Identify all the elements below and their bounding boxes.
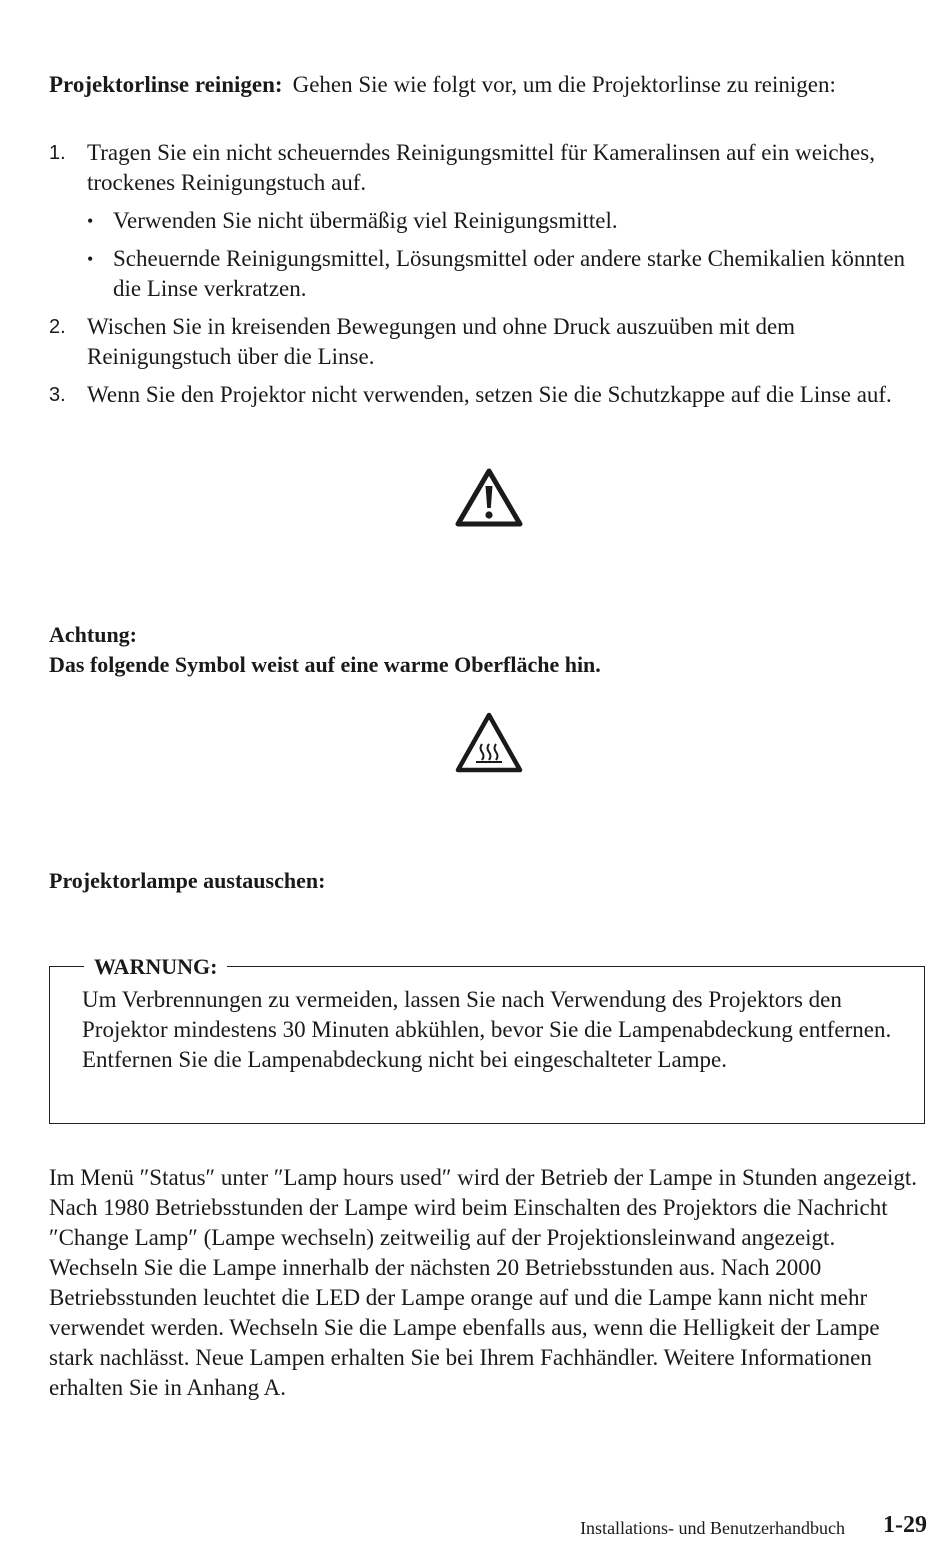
bullet-icon: • <box>87 211 94 231</box>
bullet-item <box>87 244 927 304</box>
bullet-icon: • <box>87 249 94 269</box>
page-footer <box>49 1512 927 1544</box>
bullet-item <box>87 206 927 236</box>
intro-lead: Projektorlinse reinigen: <box>49 72 283 97</box>
step-text: Wenn Sie den Projektor nicht verwenden, setzen Sie die Schutzkappe auf die Linse auf. <box>87 382 892 407</box>
lamp-heading: Projektorlampe austauschen: <box>49 868 326 893</box>
attention-label: Achtung: <box>49 622 138 647</box>
attention-block <box>49 620 927 680</box>
bullet-text: Verwenden Sie nicht übermäßig viel Reinigungsmittel. <box>113 208 618 233</box>
page-number: 1-29 <box>883 1512 927 1538</box>
lamp-body-paragraph: Im Menü ″Status″ unter ″Lamp hours used″ wird der Betrieb der Lampe in Stunden angezeigt. Nach 1980 Betriebsstunden der Lampe wird beim Einschalten des Projektors die Nachricht ″Change Lamp″ (Lampe wechseln) zeitweilig auf der Projektionsleinwand angezeigt. Wechseln Sie die Lampe innerhalb der nächsten 20 Betriebsstunden aus. Nach 2000 Betriebsstunden leuchtet die LED der Lampe orange auf und die Lampe kann nicht mehr verwendet werden. Wechseln Sie die Lampe ebenfalls aus, wenn die Helligkeit der Lampe stark nachlässt. Neue Lampen erhalten Sie bei Ihrem Fachhändler. Weitere Informationen erhalten Sie in Anhang A. <box>49 1165 918 1400</box>
footer-book-title: Installations- und Benutzerhandbuch <box>580 1518 845 1538</box>
intro-text: Gehen Sie wie folgt vor, um die Projektorlinse zu reinigen: <box>292 72 836 97</box>
step-1 <box>49 138 927 304</box>
step-2 <box>49 312 927 372</box>
step-number: 1. <box>49 142 66 164</box>
attention-text: Das folgende Symbol weist auf eine warme Oberfläche hin. <box>49 652 601 677</box>
hot-surface-icon <box>449 710 529 780</box>
step-number: 3. <box>49 384 66 406</box>
intro-paragraph <box>49 70 927 100</box>
warning-title: WARNUNG: <box>84 953 227 981</box>
step-number: 2. <box>49 316 66 338</box>
step-1-bullets <box>87 206 927 304</box>
warning-box <box>49 954 925 1124</box>
step-text: Wischen Sie in kreisenden Bewegungen und ohne Druck auszuüben mit dem Reinigungstuch über die Linse. <box>87 314 796 369</box>
warning-triangle-icon <box>449 466 529 536</box>
cleaning-steps <box>49 138 927 418</box>
step-3 <box>49 380 927 410</box>
bullet-text: Scheuernde Reinigungsmittel, Lösungsmittel oder andere starke Chemikalien könnten die Linse verkratzen. <box>113 246 906 301</box>
step-text: Tragen Sie ein nicht scheuerndes Reinigungsmittel für Kameralinsen auf ein weiches, trockenes Reinigungstuch auf. <box>87 140 875 195</box>
warning-text: Um Verbrennungen zu vermeiden, lassen Sie nach Verwendung des Projektors den Projektor mindestens 30 Minuten abkühlen, bevor Sie die Lampenabdeckung entfernen. Entfernen Sie die Lampenabdeckung nicht bei eingeschalteter Lampe. <box>82 987 892 1072</box>
